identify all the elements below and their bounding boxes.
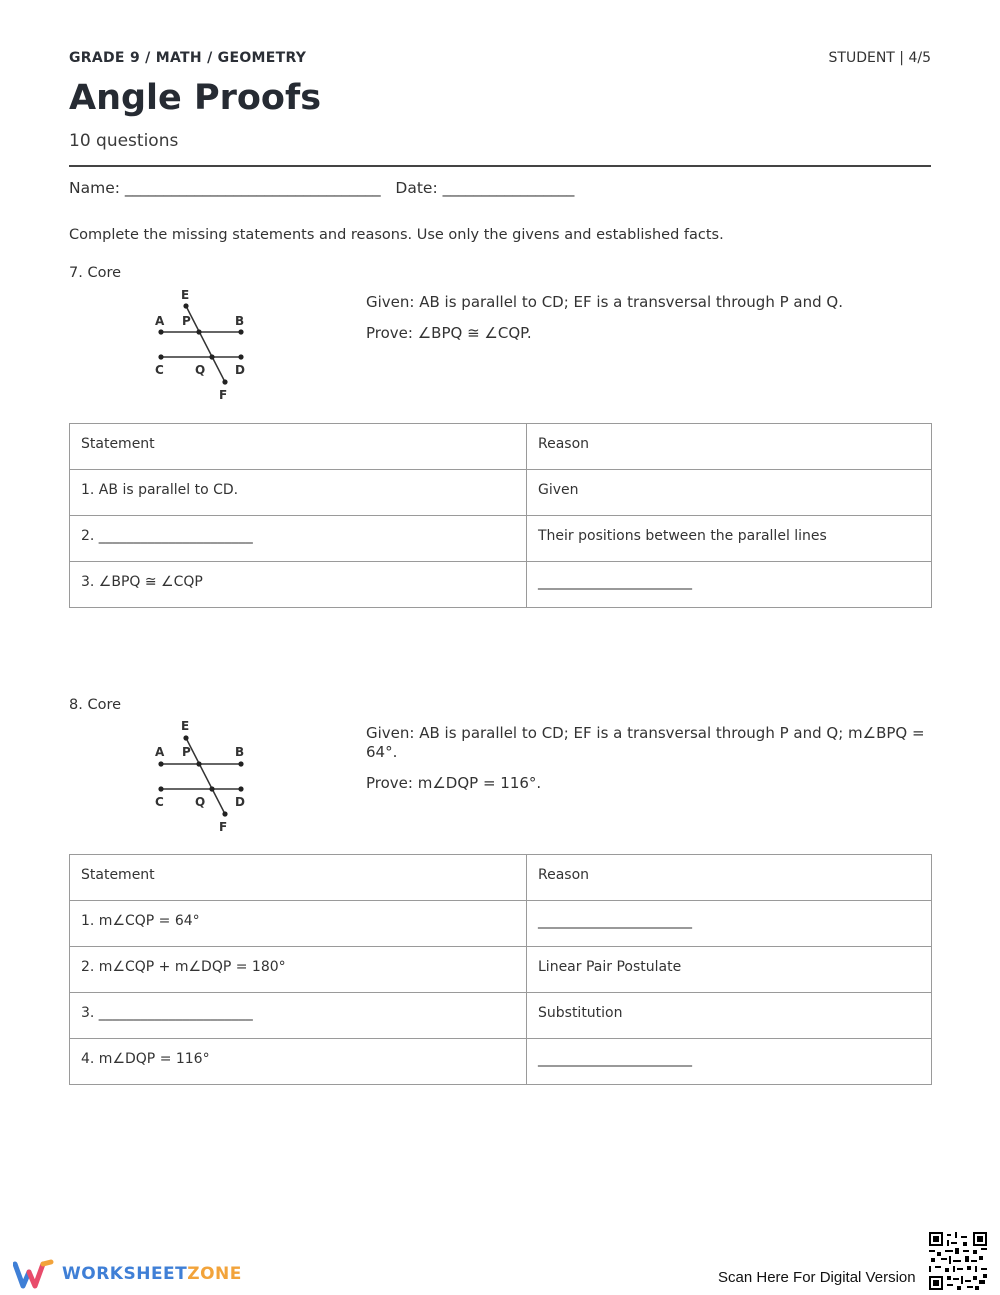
- statement-blank[interactable]: 2. ______________________: [70, 516, 527, 562]
- label-b: B: [235, 314, 245, 328]
- instructions: Complete the missing statements and reasons. Use only the givens and established facts.: [69, 227, 724, 243]
- question-7-label: 7. Core: [69, 265, 122, 281]
- label-a: A: [155, 314, 165, 328]
- reason-blank[interactable]: ______________________: [527, 562, 932, 608]
- reason-cell: Linear Pair Postulate: [527, 947, 932, 993]
- brand-name: WORKSHEETZONE: [62, 1264, 242, 1284]
- question-7-transversal-diagram: [149, 285, 259, 405]
- reason-cell: Given: [527, 470, 932, 516]
- question-8-prove: Prove: m∠DQP = 116°.: [366, 774, 542, 792]
- label-c: C: [155, 363, 164, 377]
- reason-blank[interactable]: ______________________: [527, 901, 932, 947]
- question-count: 10 questions: [69, 131, 179, 151]
- question-8-label: 8. Core: [69, 697, 122, 713]
- statement-header: Statement: [70, 855, 527, 901]
- question-7-proof-table: [69, 423, 932, 608]
- page-title: Angle Proofs: [69, 78, 322, 118]
- table-row: [70, 993, 932, 1039]
- label-e: E: [181, 288, 190, 302]
- question-7-prove: Prove: ∠BPQ ≅ ∠CQP.: [366, 324, 532, 342]
- reason-cell: Substitution: [527, 993, 932, 1039]
- reason-blank[interactable]: ______________________: [527, 1039, 932, 1085]
- label-q: Q: [195, 795, 206, 809]
- table-row: [70, 470, 932, 516]
- question-8-transversal-diagram: [149, 716, 259, 836]
- question-8-given: Given: AB is parallel to CD; EF is a transversal through P and Q; m∠BPQ = 64°.: [366, 724, 925, 761]
- table-row: [70, 1039, 932, 1085]
- reason-header: Reason: [527, 855, 932, 901]
- label-p: P: [182, 745, 191, 759]
- label-b: B: [235, 745, 245, 759]
- statement-cell: 3. ∠BPQ ≅ ∠CQP: [70, 562, 527, 608]
- question-8-prompt: [366, 724, 931, 805]
- label-q: Q: [195, 363, 206, 377]
- label-a: A: [155, 745, 165, 759]
- label-d: D: [235, 363, 245, 377]
- qr-code-icon[interactable]: [929, 1232, 987, 1290]
- statement-header: Statement: [70, 424, 527, 470]
- statement-blank[interactable]: 3. ______________________: [70, 993, 527, 1039]
- header-divider: [69, 165, 931, 167]
- label-d: D: [235, 795, 245, 809]
- table-row: [70, 901, 932, 947]
- label-p: P: [182, 314, 191, 328]
- page-info: STUDENT | 4/5: [828, 50, 931, 66]
- top-bar: [69, 50, 931, 70]
- reason-header: Reason: [527, 424, 932, 470]
- table-row: [70, 516, 932, 562]
- table-header-row: [70, 855, 932, 901]
- statement-cell: 4. m∠DQP = 116°: [70, 1039, 527, 1085]
- name-date-line: Name: _________________________________ Date: _________________: [69, 179, 575, 197]
- question-8-proof-table: [69, 854, 932, 1085]
- table-row: [70, 947, 932, 993]
- label-f: F: [219, 388, 228, 402]
- label-e: E: [181, 719, 190, 733]
- statement-cell: 1. AB is parallel to CD.: [70, 470, 527, 516]
- breadcrumb: GRADE 9 / MATH / GEOMETRY: [69, 50, 307, 66]
- statement-cell: 2. m∠CQP + m∠DQP = 180°: [70, 947, 527, 993]
- table-row: [70, 562, 932, 608]
- statement-cell: 1. m∠CQP = 64°: [70, 901, 527, 947]
- table-header-row: [70, 424, 932, 470]
- question-7-given: Given: AB is parallel to CD; EF is a transversal through P and Q.: [366, 293, 843, 311]
- reason-cell: Their positions between the parallel lines: [527, 516, 932, 562]
- scan-caption: Scan Here For Digital Version: [718, 1269, 916, 1286]
- label-c: C: [155, 795, 164, 809]
- worksheetzone-logo-icon: [13, 1258, 55, 1290]
- label-f: F: [219, 820, 228, 834]
- question-7-prompt: [366, 293, 931, 355]
